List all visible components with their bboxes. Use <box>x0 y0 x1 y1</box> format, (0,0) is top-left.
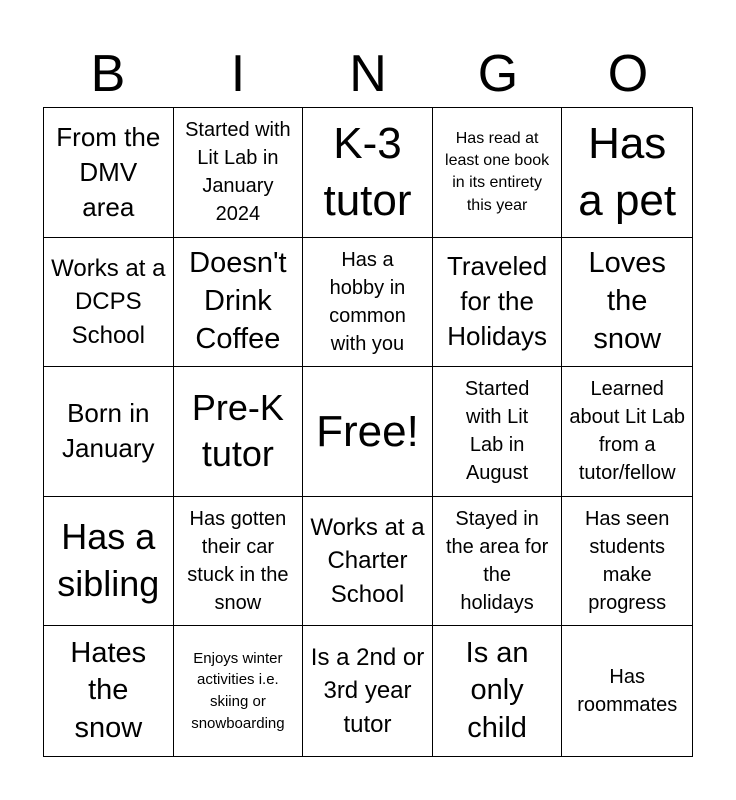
header-letter-b: B <box>90 45 126 103</box>
cell-text: Is a 2nd or 3rd year tutor <box>310 643 425 738</box>
bingo-cell-r4c3[interactable] <box>303 497 433 627</box>
bingo-cell-r1c5[interactable] <box>562 108 692 238</box>
bingo-cell-r2c5[interactable] <box>562 238 692 368</box>
cell-text: Started with Lit Lab in August <box>464 378 530 485</box>
bingo-cell-r3c4[interactable] <box>433 367 563 497</box>
cell-text: Has a hobby in common with you <box>329 248 406 355</box>
bingo-board <box>43 107 693 757</box>
bingo-cell-r4c2[interactable] <box>174 497 304 627</box>
bingo-cell-r5c5[interactable] <box>562 626 692 756</box>
cell-text: Learned about Lit Lab from a tutor/fellow <box>569 378 686 485</box>
cell-text: Works at a Charter School <box>310 513 425 608</box>
header-letter-i: I <box>230 45 246 103</box>
cell-text: Traveled for the Holidays <box>446 251 548 352</box>
cell-text: Has gotten their car stuck in the snow <box>187 508 289 615</box>
cell-text: Born in January <box>62 398 155 464</box>
cell-text: K-3 tutor <box>323 119 412 226</box>
bingo-cell-r5c3[interactable] <box>303 626 433 756</box>
cell-text: From the DMV area <box>56 121 161 222</box>
bingo-cell-r2c2[interactable] <box>174 238 304 368</box>
bingo-cell-r3c2[interactable] <box>174 367 304 497</box>
cell-text: Works at a DCPS School <box>51 254 166 349</box>
bingo-cell-r3c5[interactable] <box>562 367 692 497</box>
bingo-cell-r2c3[interactable] <box>303 238 433 368</box>
bingo-cell-r4c4[interactable] <box>433 497 563 627</box>
bingo-cell-r4c5[interactable] <box>562 497 692 627</box>
cell-text: Has roommates <box>577 666 678 717</box>
cell-text: Loves the snow <box>588 247 666 355</box>
bingo-cell-r5c2[interactable] <box>174 626 304 756</box>
bingo-cell-r1c4[interactable] <box>433 108 563 238</box>
cell-text: Started with Lit Lab in January 2024 <box>185 119 291 226</box>
bingo-cell-r1c1[interactable] <box>44 108 174 238</box>
cell-text: Has a sibling <box>57 516 160 605</box>
bingo-cell-r1c2[interactable] <box>174 108 304 238</box>
bingo-cell-r3c3[interactable] <box>303 367 433 497</box>
bingo-cell-r5c1[interactable] <box>44 626 174 756</box>
cell-text: Is an only child <box>465 636 529 745</box>
header-letter-g: G <box>477 45 519 103</box>
bingo-cell-r4c1[interactable] <box>44 497 174 627</box>
cell-text: Stayed in the area for the holidays <box>445 508 549 615</box>
cell-text: Hates the snow <box>70 636 147 745</box>
bingo-cell-r3c1[interactable] <box>44 367 174 497</box>
cell-text: Has a pet <box>578 119 677 226</box>
cell-text: Free! <box>316 406 419 456</box>
cell-text: Enjoys winter activities i.e. skiing or snowboarding <box>191 649 285 732</box>
cell-text: Doesn't Drink Coffee <box>189 247 287 355</box>
cell-text: Pre-K tutor <box>191 386 284 475</box>
cell-text: Has read at least one book in its entirety this year <box>445 129 550 214</box>
bingo-cell-r5c4[interactable] <box>433 626 563 756</box>
bingo-header <box>43 40 693 108</box>
bingo-cell-r2c1[interactable] <box>44 238 174 368</box>
bingo-cell-r1c3[interactable] <box>303 108 433 238</box>
header-letter-n: N <box>349 45 387 103</box>
header-letter-o: O <box>607 45 649 103</box>
cell-text: Has seen students make progress <box>584 508 670 615</box>
bingo-cell-r2c4[interactable] <box>433 238 563 368</box>
